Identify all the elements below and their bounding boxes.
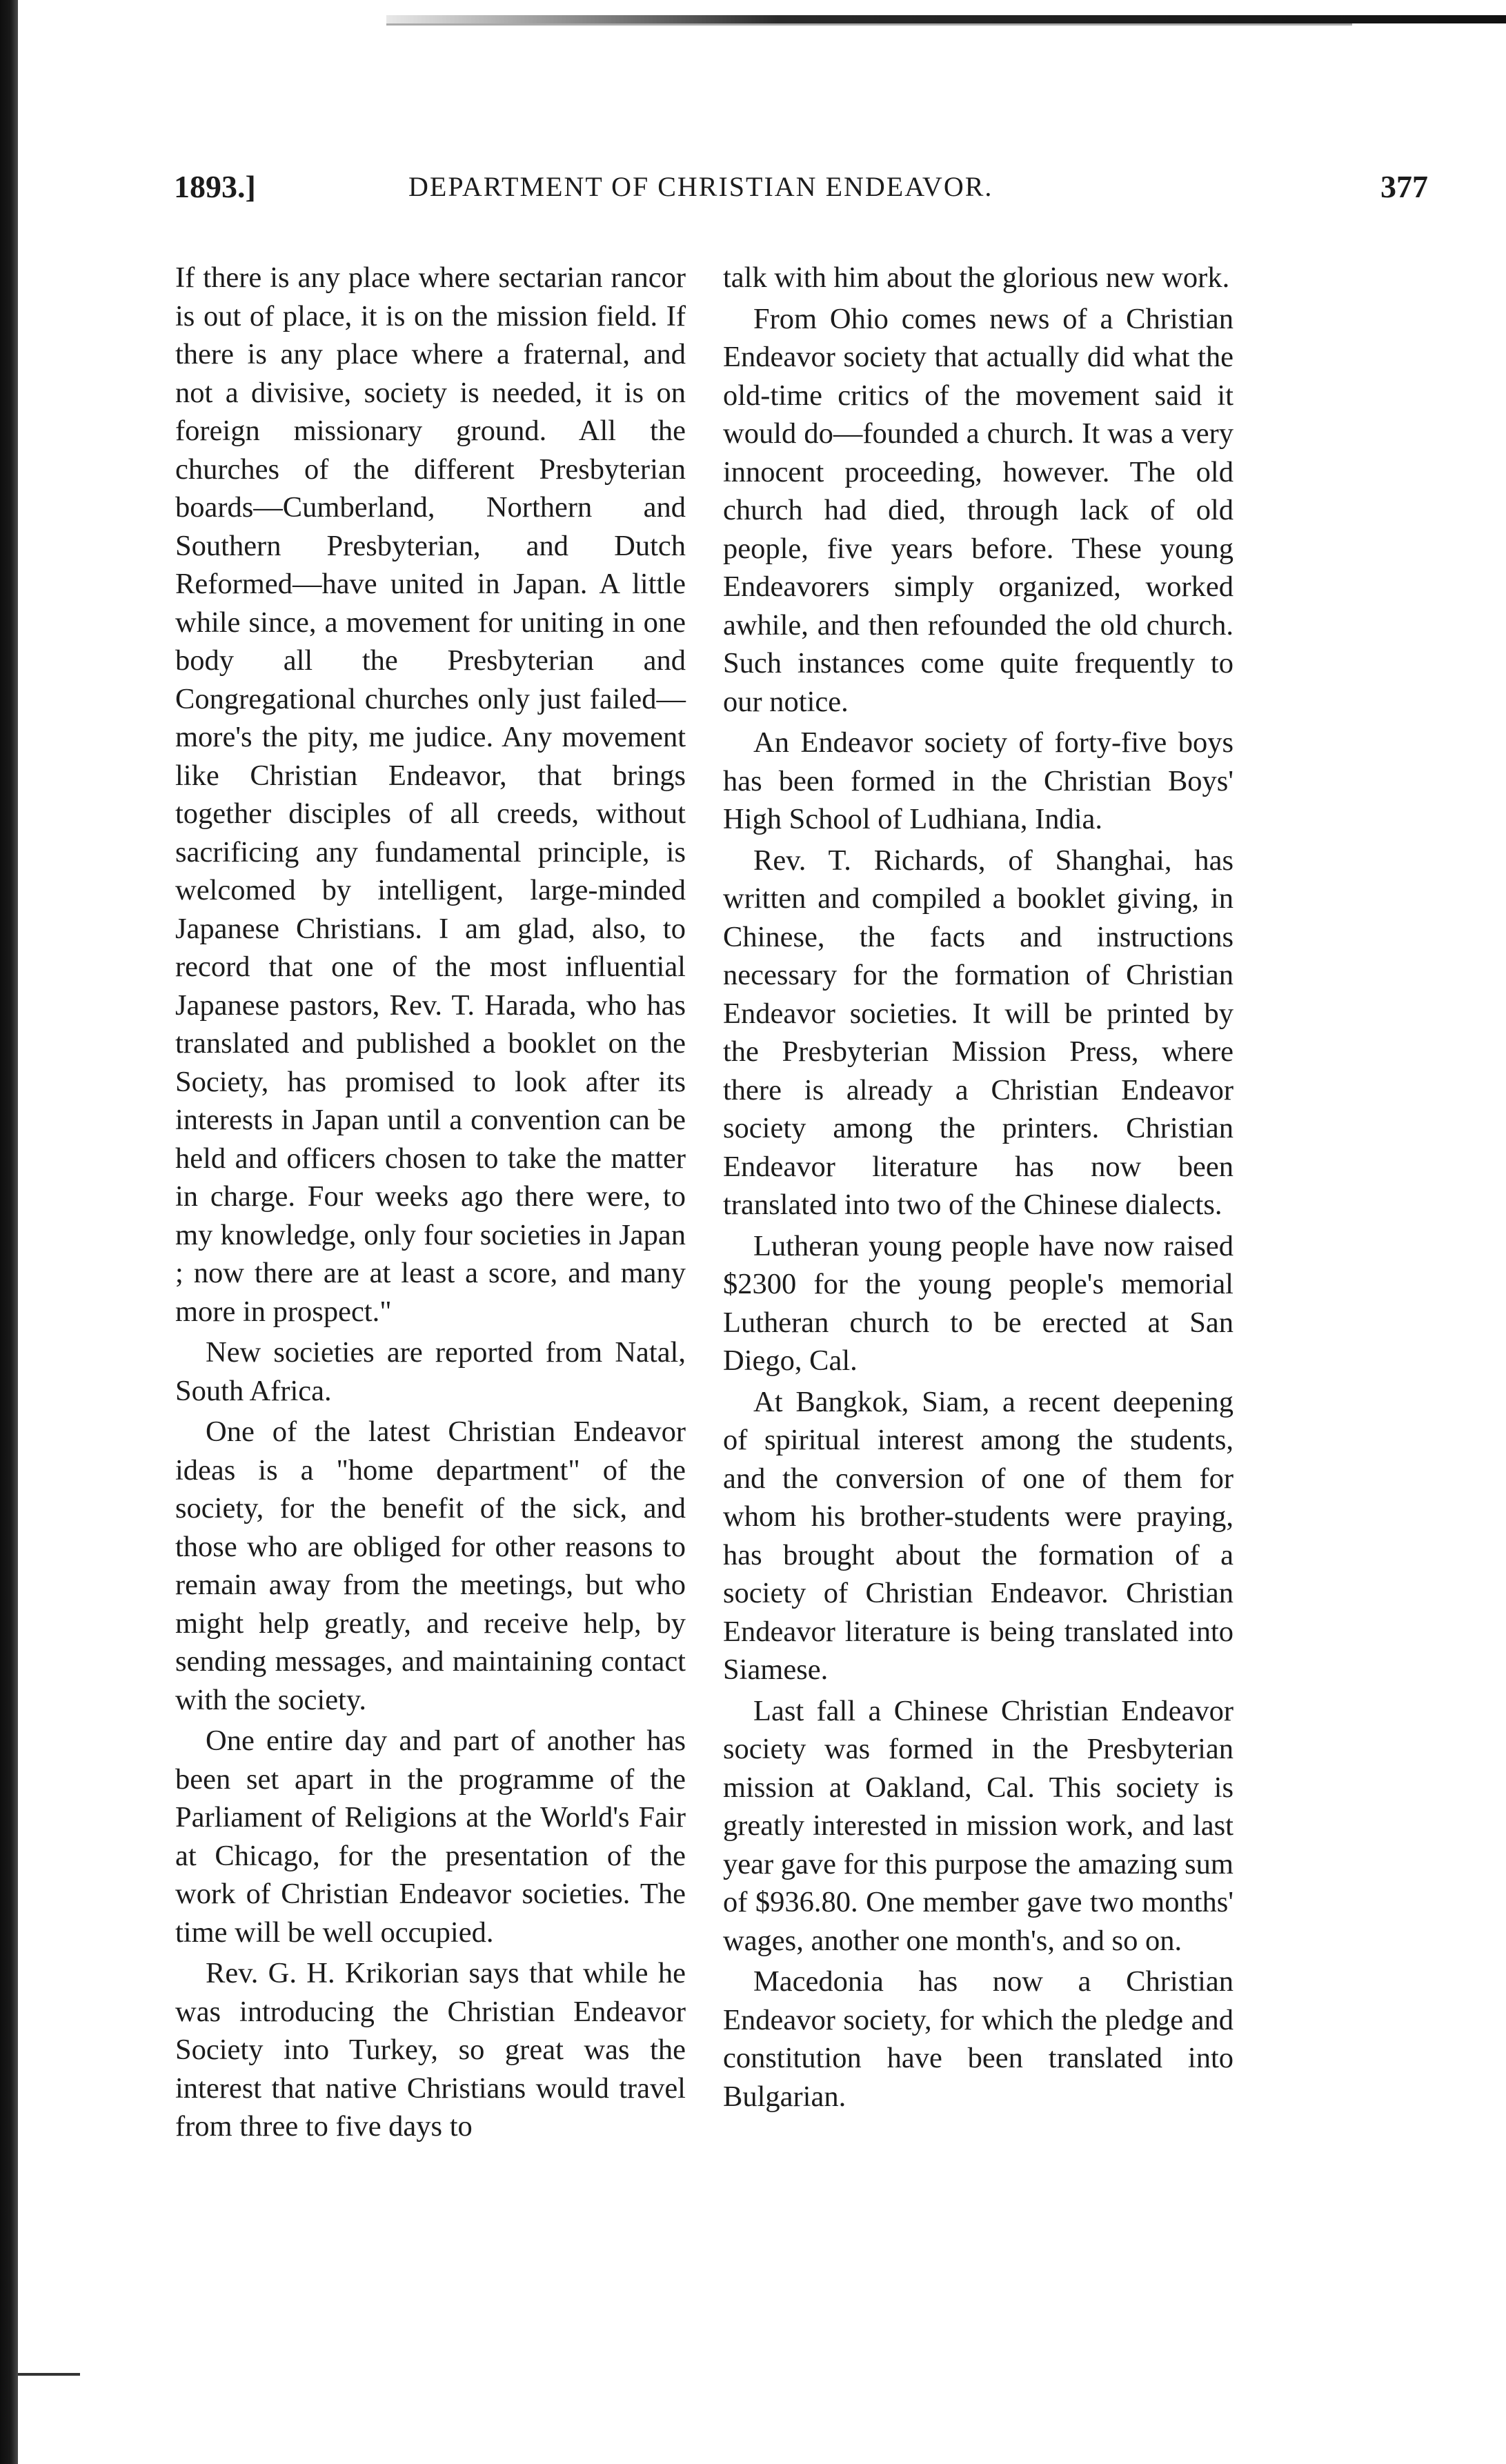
top-scan-rule xyxy=(386,15,1506,23)
paragraph: At Bangkok, Siam, a recent deepening of spiritual interest among the students, and the conversion of one of them for whom his brother-students were praying, has brought about the formation of a society of Christian Endeavor. Christian Endeavor literature is being translated into Siamese. xyxy=(723,1385,1233,1686)
paragraph: Lutheran young people have now raised $2300 for the young people's memorial Lutheran church to be erected at San Diego, Cal. xyxy=(723,1229,1233,1377)
right-column xyxy=(723,259,1233,2116)
paragraph: From Ohio comes news of a Christian Endeavor society that actually did what the old-time critics of the movement said it would do—founded a church. It was a very innocent proceeding, however. The old church had died, through lack of old people, five years before. These young Endeavorers simply organized, worked awhile, and then refounded the old church. Such instances come quite frequently to our notice. xyxy=(723,302,1233,718)
paragraph: Rev. G. H. Krikorian says that while he was introducing the Christian Endeavor Society into Turkey, so great was the interest that native Christians would travel from three to five days to xyxy=(175,1957,686,2143)
binding-edge-shadow xyxy=(0,0,18,2464)
paragraph: Macedonia has now a Christian Endeavor society, for which the pledge and constitution have been translated into Bulgarian. xyxy=(723,1965,1233,2113)
paragraph: One of the latest Christian Endeavor ideas is a "home department" of the society, for the benefit of the sick, and those who are obliged for other reasons to remain away from the meetings, but who might help greatly, and receive help, by sending messages, and maintaining contact with the society. xyxy=(175,1415,686,1716)
paragraph: Last fall a Chinese Christian Endeavor society was formed in the Presbyterian mission at Oakland, Cal. This society is greatly interested in mission work, and last year gave for this purpose the amazing sum of $936.80. One member gave two months' wages, another one month's, and so on. xyxy=(723,1694,1233,1957)
running-head-year: 1893.] xyxy=(174,169,256,204)
left-column xyxy=(175,259,686,2146)
paragraph: Rev. T. Richards, of Shanghai, has written and compiled a booklet giving, in Chinese, the facts and instructions necessary for the formation of Christian Endeavor societies. It will be printed by the Presbyterian Mission Press, where there is already a Christian Endeavor society among the printers. Christian Endeavor literature has now been translated into two of the Chinese dialects. xyxy=(723,844,1233,1221)
top-scan-rule-thin xyxy=(386,23,1352,26)
paragraph: An Endeavor society of forty-five boys has been formed in the Christian Boys' High School of Ludhiana, India. xyxy=(723,726,1233,835)
running-head xyxy=(174,163,1428,211)
running-head-title: DEPARTMENT OF CHRISTIAN ENDEAVOR. xyxy=(408,171,993,202)
bottom-scan-mark xyxy=(18,2373,80,2376)
paragraph: talk with him about the glorious new work. xyxy=(723,261,1230,294)
paragraph: If there is any place where sectarian rancor is out of place, it is on the mission field. If there is any place where a fraternal, and not a divisive, society is needed, it is on foreign missionary ground. All the churches of the different Presbyterian boards—Cumberland, Northern and Southern Presbyterian, and Dutch Reformed—have united in Japan. A little while since, a movement for uniting in one body all the Presbyterian and Congregational churches only just failed—more's the pity, me judice. Any movement like Christian Endeavor, that brings together disciples of all creeds, without sacrificing any fundamental principle, is welcomed by intelligent, large-minded Japanese Christians. I am glad, also, to record that one of the most influential Japanese pastors, Rev. T. Harada, who has translated and published a booklet on the Society, has promised to look after its interests in Japan until a convention can be held and officers chosen to take the matter in charge. Four weeks ago there were, to my knowledge, only four societies in Japan ; now there are at least a score, and many more in prospect." xyxy=(175,261,686,1328)
page-number: 377 xyxy=(1380,169,1428,204)
paragraph: New societies are reported from Natal, South Africa. xyxy=(175,1336,686,1407)
paragraph: One entire day and part of another has been set apart in the programme of the Parliament of Religions at the World's Fair at Chicago, for the presentation of the work of Christian Endeavor societies. The time will be well occupied. xyxy=(175,1725,686,1949)
